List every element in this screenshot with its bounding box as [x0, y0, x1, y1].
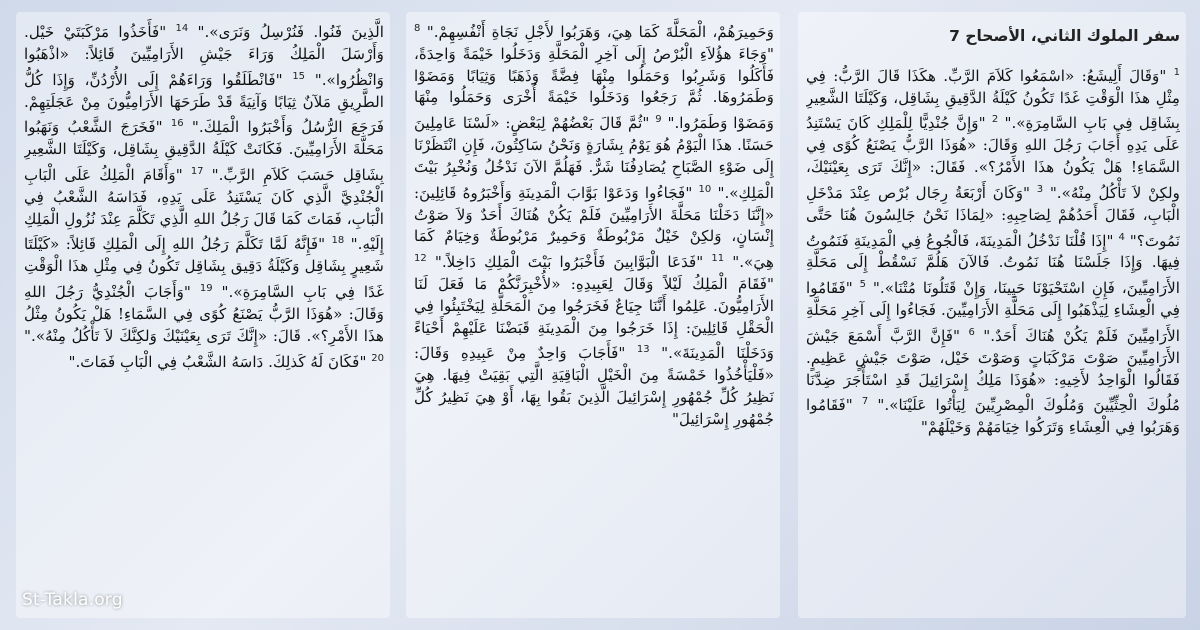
verse-number: 3	[1036, 183, 1044, 195]
verse-number: 18	[331, 235, 345, 247]
verse-text: "وَكَانَ أَرْبَعَةُ رِجَال بُرْص عِنْدَ مَدْخَلِ الْبَابِ، فَقَالَ أَحَدُهُمْ لِصَاحِبِهِ: «لِمَاذَا نَحْنُ جَالِسُونَ هُنَا حَتَّى نَمُوتَ؟"	[806, 183, 1180, 250]
verse-text: "فَقَامَ الْمَلِكُ لَيْلاً وَقَالَ لِعَبِيدِهِ: «لأُخْبِرَنَّكُمْ مَا فَعَلَ لَنَا الأَرَامِيُّونَ. عَلِمُوا أَنَّنَا جِيَاعٌ فَخَرَجُوا مِنَ الْمَحَلَّةِ لِيَخْتَبِئُوا فِي الْحَقْلِ قَائِلِينَ: إِذَا خَرَجُوا مِنَ الْمَدِينَةِ قَبَضْنَا عَلَيْهِمْ أَحْيَاءً وَدَخَلْنَا الْمَدِينَةَ»."	[414, 275, 774, 363]
verse-text: "فَخَرَجَ الشَّعْبُ وَنَهَبُوا مَحَلَّةَ الأَرَامِيِّينَ. فَكَانَتْ كَيْلَةُ الدَّقِيقِ بِشَاقِل، وَكَيْلَتَا الشَّعِيرِ بِشَاقِل حَسَبَ كَلاَمِ الرَّبِّ."	[24, 118, 384, 185]
verse-text: "فَأَخَذُوا مَرْكَبَتَيْ خَيْل. وَأَرْسَلَ الْمَلِكُ وَرَاءَ جَيْشِ الأَرَامِيِّينَ قَائِلاً: «اذْهَبُوا وَانْظُرُوا»."	[24, 23, 384, 89]
verse-text: "وَقَالَ أَلِيشَعُ: «اسْمَعُوا كَلاَمَ الرَّبِّ. هكَذَا قَالَ الرَّبُّ: فِي مِثْلِ هذَا الْوَقْتِ غَدًا تَكُونُ كَيْلَةُ الدَّقِيقِ بِشَاقِل، وَكَيْلَتَا الشَّعِيرِ بِشَاقِل فِي بَابِ السَّامِرَةِ»."	[806, 66, 1180, 133]
verse-text: "إِذَا قُلْنَا نَدْخُلُ الْمَدِينَةَ، فَالْجُوعُ فِي الْمَدِينَةِ فَنَمُوتُ فِيهَا. وَإِذَا جَلَسْنَا هُنَا نَمُوتُ. فَالآنَ هَلُمَّ نَسْقُطْ إِلَى مَحَلَّةِ الأَرَامِيِّينَ، فَإِنِ اسْتَحْيَوْنَا حَيِينَا، وَإِنْ قَتَلُونَا مُتْنَا»."	[806, 231, 1180, 298]
verse-number: 11	[711, 253, 725, 265]
verse-text: "وَأَجَابَ الْجُنْدِيُّ رَجُلَ اللهِ وَقَالَ: «هُوَذَا الرَّبُّ يَصْنَعُ كُوًى فِي السَّمَاءِ! هَلْ يَكُونُ مِثْلُ هذَا الأَمْرِ؟». قَالَ: «إِنَّكَ تَرَى بِعَيْنَيْكَ وَلكِنَّكَ لاَ تَأْكُلُ مِنْهُ»."	[24, 283, 384, 345]
verse-number: 20	[371, 352, 384, 364]
verse-number: 15	[292, 70, 306, 82]
verse-number: 4	[1118, 231, 1125, 243]
verse-text: "فَقَامُوا وَهَرَبُوا فِي الْعِشَاءِ وَتَرَكُوا خِيَامَهُمْ وَخَيْلَهُمْ"	[806, 396, 1180, 437]
site-watermark: St-Takla.org	[22, 590, 123, 610]
middle-column	[414, 18, 774, 618]
verse-text: "فَدَعَا الْبَوَّابِينَ فَأَخْبَرُوا بَيْتَ الْمَلِكِ دَاخِلاً."	[434, 253, 704, 272]
verse-number: 12	[414, 253, 427, 265]
verse-list	[806, 62, 1180, 439]
verse-text: "فَأَجَابَ وَاحِدٌ مِنْ عَبِيدِهِ وَقَالَ: «فَلْيَأْخُذُوا خَمْسَةً مِنَ الْخَيْلِ الْبَاقِيَةِ الَّتِي بَقِيَتْ فِيهَا. هِيَ نَظِيرُ كُلِّ جُمْهُورِ إِسْرَائِيلَ الَّذِينَ بَقُوا بِهَا، أَوْ هِيَ نَظِيرُ كُلِّ جُمْهُورِ إِسْرَائِيلَ"	[414, 344, 774, 428]
verse-list	[24, 18, 384, 373]
verse-text: الَّذِينَ فَنُوا. فَنُرْسِلُ وَنَرَى»."	[197, 23, 384, 42]
verse-number: 16	[170, 118, 184, 130]
verse-number: 19	[199, 283, 213, 295]
verse-text: "فَقَامُوا فِي الْعِشَاءِ لِيَذْهَبُوا إِلَى مَحَلَّةِ الأَرَامِيِّينَ. فَجَاءُوا إِلَى آخِرِ مَحَلَّةِ الأَرَامِيِّينَ فَلَمْ يَكُنْ هُنَاكَ أَحَدٌ."	[806, 279, 1180, 345]
verse-text: "فَجَاءُوا وَدَعَوْا بَوَّابَ الْمَدِينَةِ وَأَخْبَرُوهُ قَائِلِينَ: «إِنَّنَا دَخَلْنَا مَحَلَّةَ الأَرَامِيِّينَ فَلَمْ يَكُنْ هُنَاكَ أَحَدٌ وَلاَ صَوْتُ إِنْسَانٍ، وَلكِنْ خَيْلٌ مَرْبُوطَةٌ وَحَمِيرٌ مَرْبُوطَةٌ وَخِيَامٌ كَمَا هِيَ»."	[414, 183, 774, 272]
verse-number: 9	[655, 114, 662, 126]
left-column	[24, 18, 384, 618]
verse-number: 7	[861, 396, 869, 408]
verse-text: "فَكَانَ لَهُ كَذلِكَ. دَاسَهُ الشَّعْبُ فِي الْبَابِ فَمَاتَ."	[68, 352, 367, 371]
verse-text: "وَأَقَامَ الْمَلِكُ عَلَى الْبَابِ الْجُنْدِيَّ الَّذِي كَانَ يَسْتَنِدُ عَلَى يَدِهِ، فَدَاسَهُ الشَّعْبُ فِي الْبَابِ، فَمَاتَ كَمَا قَالَ رَجُلُ اللهِ الَّذِي تَكَلَّمَ عِنْدَ نُزُولِ الْمَلِكِ إِلَيْهِ."	[24, 166, 384, 254]
verse-text: وَحَمِيرَهُمْ، الْمَحَلَّةَ كَمَا هِيَ، وَهَرَبُوا لأَجْلِ نَجَاةِ أَنْفُسِهِمْ."	[426, 23, 774, 42]
verse-text: "فَإِنَّ الرَّبَّ أَسْمَعَ جَيْشَ الأَرَامِيِّينَ صَوْتَ مَرْكَبَاتٍ وَصَوْتَ خَيْل، صَوْتَ جَيْشٍ عَظِيمٍ. فَقَالُوا الْوَاحِدُ لأَخِيهِ: «هُوَذَا مَلِكُ إِسْرَائِيلَ قَدِ اسْتَأْجَرَ ضِدَّنَا مُلُوكَ الْحِثِّيِّينَ وَمُلُوكَ الْمِصْرِيِّينَ لِيَأْتُوا عَلَيْنَا»."	[806, 326, 1180, 415]
verse-number: 17	[190, 165, 204, 177]
verse-number: 13	[636, 344, 650, 356]
verse-list	[414, 18, 774, 431]
verse-number: 6	[968, 326, 975, 338]
verse-number: 10	[698, 183, 712, 195]
verse-text: "وَجَاءَ هؤُلاَءِ الْبُرْصُ إِلَى آخِرِ الْمَحَلَّةِ وَدَخَلُوا خَيْمَةً وَاحِدَةً، فَأَكَلُوا وَشَرِبُوا وَحَمَلُوا مِنْهَا فِضَّةً وَذَهَبًا وَثِيَابًا وَمَضَوْا وَطَمَرُوهَا. ثُمَّ رَجَعُوا وَدَخَلُوا خَيْمَةً أُخْرَى وَحَمَلُوا مِنْهَا وَمَضَوْا وَطَمَرُوا."	[414, 44, 774, 133]
verse-number: 2	[991, 114, 999, 126]
verse-number: 1	[1173, 66, 1180, 78]
verse-text: "فَانْطَلَقُوا وَرَاءَهُمْ إِلَى الأُرْدُنِّ، وَإِذَا كُلُّ الطَّرِيقِ مَلآنٌ ثِيَابًا وَآنِيَةً قَدْ طَرَحَهَا الأَرَامِيُّونَ مِنْ عَجَلَتِهِمْ. فَرَجَعَ الرُّسُلُ وَأَخْبَرُوا الْمَلِكَ."	[24, 70, 384, 137]
verse-number: 5	[859, 279, 867, 291]
verse-text: "وَإِنَّ جُنْدِيًّا لِلْمَلِكِ كَانَ يَسْتَنِدُ عَلَى يَدِهِ أَجَابَ رَجُلَ اللهِ وَقَالَ: «هُوَذَا الرَّبُّ يَصْنَعُ كُوًى فِي السَّمَاءِ! هَلْ يَكُونُ هذَا الأَمْرُ؟». فَقَالَ: «إِنَّكَ تَرَى بِعَيْنَيْكَ، ولكِنْ لاَ تَأْكُلُ مِنْهُ»."	[806, 114, 1180, 202]
verse-number: 8	[414, 23, 421, 34]
verse-text: "ثُمَّ قَالَ بَعْضُهُمْ لِبَعْضٍ: «لَسْنَا عَامِلِينَ حَسَنًا. هذَا الْيَوْمُ هُوَ يَوْمُ بِشَارَةٍ وَنَحْنُ سَاكِتُونَ، فَإِنِ انْتَظَرْنَا إِلَى ضَوْءِ الصَّبَاحِ يُصَادِفُنَا شَرٌّ. فَهَلُمَّ الآنَ نَدْخُلُ وَنُخْبِرُ بَيْتَ الْمَلِكِ»."	[414, 114, 774, 202]
right-column	[806, 26, 1180, 626]
verse-text: "فَإِنَّهُ لَمَّا تَكَلَّمَ رَجُلُ اللهِ إِلَى الْمَلِكِ قَائِلاً: «كَيْلَتَا شَعِيرٍ بِشَاقِل وَكَيْلَةُ دَقِيق بِشَاقِل تَكُونُ فِي مِثْلِ هذَا الْوَقْتِ غَدًا فِي بَابِ السَّامِرَةِ»."	[24, 235, 384, 302]
chapter-title: سفر الملوك الثاني، الأصحاح 7	[949, 27, 1180, 45]
verse-number: 14	[175, 23, 189, 34]
